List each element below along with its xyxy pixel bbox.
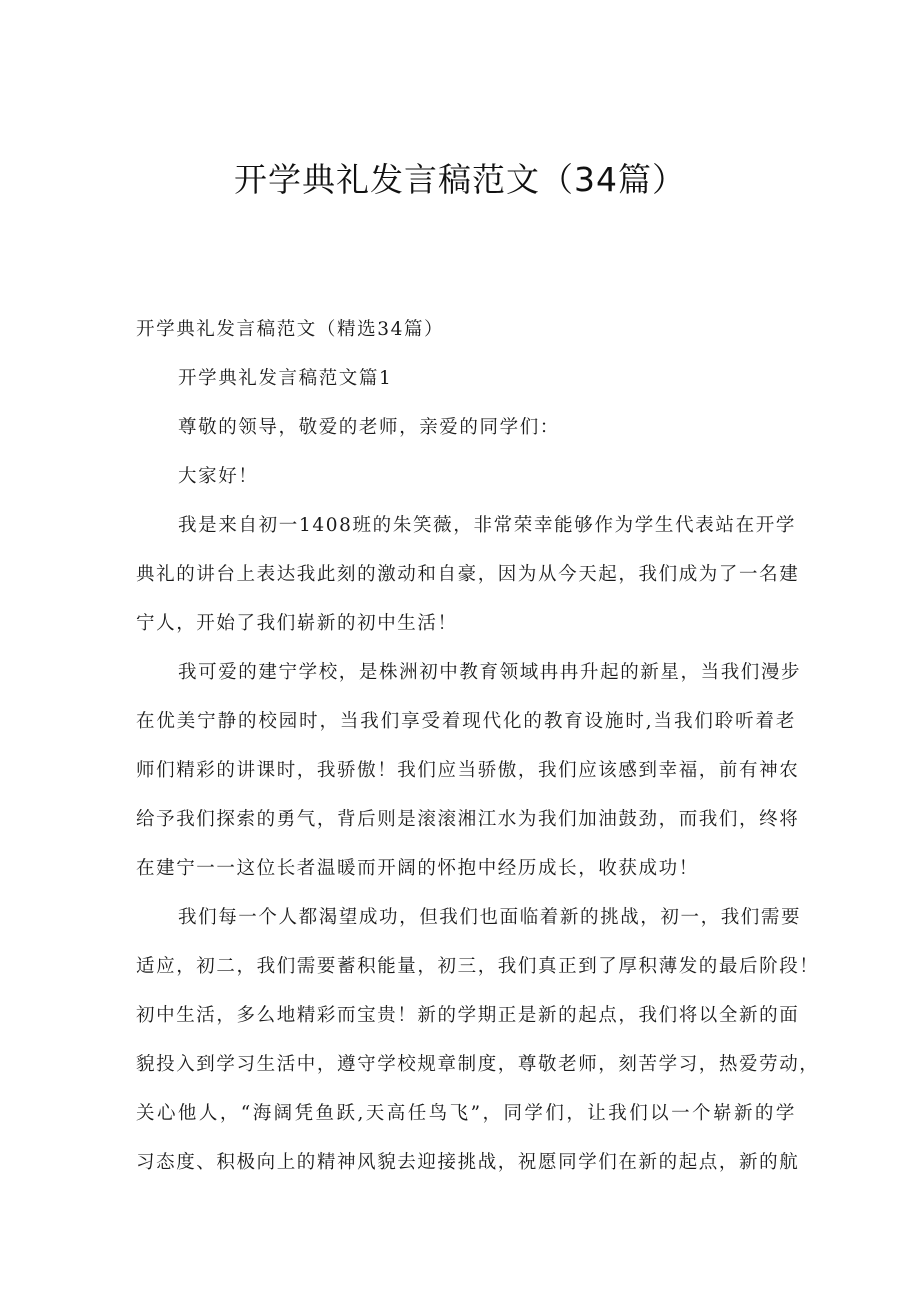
greeting-line: 尊敬的领导，敬爱的老师，亲爱的同学们： xyxy=(178,417,560,438)
paragraph-line: 我是来自初一1408班的朱笑薇，非常荣幸能够作为学生代表站在开学 xyxy=(178,515,796,536)
paragraph-line: 典礼的讲台上表达我此刻的激动和自豪，因为从今天起，我们成为了一名建 xyxy=(136,564,800,585)
paragraph-line: 师们精彩的讲课时，我骄傲！我们应当骄傲，我们应该感到幸福，前有神农 xyxy=(136,760,800,781)
paragraph-line: 初中生活，多么地精彩而宝贵！新的学期正是新的起点，我们将以全新的面 xyxy=(136,1005,800,1026)
paragraph-line: 宁人，开始了我们崭新的初中生活！ xyxy=(136,613,458,634)
paragraph-line: 我可爱的建宁学校，是株洲初中教育领域冉冉升起的新星，当我们漫步 xyxy=(178,662,802,683)
paragraph-line: 给予我们探索的勇气，背后则是滚滚湘江水为我们加油鼓劲，而我们，终将 xyxy=(136,809,800,830)
paragraph-line: 貌投入到学习生活中，遵守学校规章制度，尊敬老师，刻苦学习，热爱劳动， xyxy=(136,1054,820,1075)
section-heading: 开学典礼发言稿范文篇1 xyxy=(178,368,393,389)
paragraph-line: 适应，初二，我们需要蓄积能量，初三，我们真正到了厚积薄发的最后阶段！ xyxy=(136,956,820,977)
paragraph-line: 在优美宁静的校园时，当我们享受着现代化的教育设施时,当我们聆听着老 xyxy=(136,711,796,732)
paragraph-line: 习态度、积极向上的精神风貌去迎接挑战，祝愿同学们在新的起点，新的航 xyxy=(136,1152,800,1173)
paragraph-2 xyxy=(136,648,802,893)
paragraph-line: 在建宁一一这位长者温暖而开阔的怀抱中经历成长，收获成功！ xyxy=(136,858,699,879)
salutation-line: 大家好！ xyxy=(178,466,259,487)
paragraph-line: 我们每一个人都渴望成功，但我们也面临着新的挑战，初一，我们需要 xyxy=(178,907,802,928)
document-subtitle: 开学典礼发言稿范文（精选34篇） xyxy=(136,319,445,340)
paragraph-1 xyxy=(136,501,800,648)
document-title: 开学典礼发言稿范文（34篇） xyxy=(234,160,686,199)
paragraph-line: 关心他人，“海阔凭鱼跃,天高任鸟飞”，同学们，让我们以一个崭新的学 xyxy=(136,1103,796,1124)
document-body xyxy=(136,305,820,1187)
paragraph-3 xyxy=(136,893,820,1187)
